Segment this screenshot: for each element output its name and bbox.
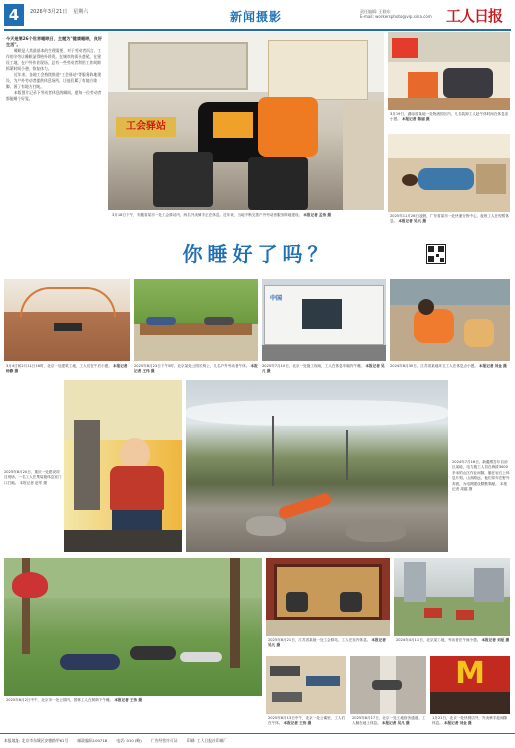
photo-caption: 2025年8月2日中午，北京市一处公园内，园林工人在树荫下午睡。 本报记者 王伟 摄 <box>6 698 142 702</box>
photo-vehicle-rest: 中国 <box>262 279 386 361</box>
photo-night-shift <box>388 134 510 212</box>
photo-break-room <box>388 32 510 110</box>
photo-caption: 2025年8月13日中午，北京一处公寓里，工人们在午休。 本报记者 王伟 摄 <box>268 716 346 725</box>
photo-caption: 2024年8月30日，江苏省某地环卫工人在休息点小憩。 本报记者 刘金 摄 <box>390 364 507 368</box>
intro-article <box>6 36 104 212</box>
page-number: 4 <box>4 4 24 26</box>
photo-caption: 3月19日，湖南省某地一处物流园区内，几名装卸工人趁午休时间在休息室小憩。 本报记者 陈丽 摄 <box>390 112 509 121</box>
qr-code-icon[interactable] <box>426 244 446 264</box>
photo-caption: 2025年8月20日，重庆一处建设项目现场，一名工人在集装箱休息室门口打盹。 本报记者 赵军 摄 <box>4 470 62 485</box>
intro-quote: 今天是第26个世界睡眠日，主题为"健康睡眠，良好生活"。 <box>6 36 102 47</box>
photo-park-bench <box>134 279 258 361</box>
intro-paragraph: 本版图片记录下劳动者休息的瞬间，愿每一位劳动者都能睡个好觉。 <box>6 90 102 101</box>
section-title: 新闻摄影 <box>230 10 283 24</box>
page-headline: 你睡好了吗？ <box>182 242 333 266</box>
issue-date: 2026年3月21日 星期六 <box>30 9 89 15</box>
photo-caption: 2025年11月26日凌晨，广东省某市一处快递分拣中心，夜班工人在短暂休息。 本报记者 吴凡 摄 <box>390 214 509 223</box>
photo-dormitory <box>266 656 346 714</box>
photo-site-noon <box>394 558 510 636</box>
masthead-logo: 工人日报 <box>446 7 503 25</box>
photo-caption: 2025年7月10日，北京一处施工现场，工人在休息车厢内午睡。 本报记者 吴凡 摄 <box>262 364 385 373</box>
photo-container-rest <box>64 380 182 552</box>
photo-caption: 2025年8月23日下午5时，北京某处公园长椅上，几名户外劳动者午休。 本报记者 王伟 摄 <box>134 364 258 373</box>
editor-info: 责任编辑: 王晓东 E-mail: workersphoto@vip.sina.com <box>360 9 432 19</box>
photo-caption: 3月4日和2月11日16时，北京一处建筑工地，工人们在午后小憩。 本报记者 杨静 摄 <box>6 364 128 373</box>
photo-caption: 3月18日下午，安徽省某市一处工会驿站内，两名外卖骑手正在休息。近年来，当地不断完善户外劳动者服务阵地建设。 本报记者 孟伟 摄 <box>112 213 331 217</box>
photo-caption: 2024年7月16日，新疆维吾尔自治区某地，电力施工人员在海拔3000多米的山区作业间隙，躺在岩石上休息片刻。山高路远，他们常年在野外奔波，为电网建设默默奉献。 本报记者 周越 摄 <box>452 460 510 492</box>
photo-caption: 1月21日，北京一处快餐店外，外卖骑手趁间隙休息。 本报记者 刘金 摄 <box>432 716 508 725</box>
photo-restaurant: M <box>430 656 510 714</box>
photo-union-station: 工会驿站 <box>108 32 384 210</box>
photo-corridor <box>350 656 426 714</box>
header-rule <box>4 29 511 31</box>
photo-construction-site <box>4 279 130 361</box>
intro-paragraph: 睡眠是人类最基本的生理需要，对于劳动者而言，工作的辛劳让睡眠显得格外珍贵。在城市的街头巷尾，在建设工地，在户外作业现场，总有一些劳动者利用工作间隙抓紧时间小憩，恢复体力。 <box>6 48 102 71</box>
photo-mountain-rest <box>186 380 448 552</box>
photo-caption: 2024年4月11日，北京某工地，劳动者在午间小憩。 本报记者 刘星 摄 <box>396 638 510 642</box>
photo-sanitation-worker <box>390 279 510 361</box>
photo-caption: 2025年8月21日，江苏省某地一处工会驿站，工人在室内休息。 本报记者 吴凡 摄 <box>268 638 386 647</box>
photo-caption: 2025年8月17日，北京一处工地宿舍通道，工人躺在地上休息。 本报记者 吴凡 摄 <box>352 716 426 725</box>
page-footer: 本报地址: 北京市东城区安德路甲61号 邮政编码100718 电话: 010 (略) 广告经营许可证 印刷: 工人日报社印刷厂 <box>0 733 515 748</box>
photo-park-nap <box>4 558 262 696</box>
photo-station-interior <box>266 558 390 636</box>
intro-paragraph: 近年来，各地工会持续推进"工会驿站"等服务阵地建设，为户外劳动者提供休息场所，让他们累了有地方歇脚、困了有地方打盹。 <box>6 72 102 89</box>
page-header <box>0 0 515 30</box>
